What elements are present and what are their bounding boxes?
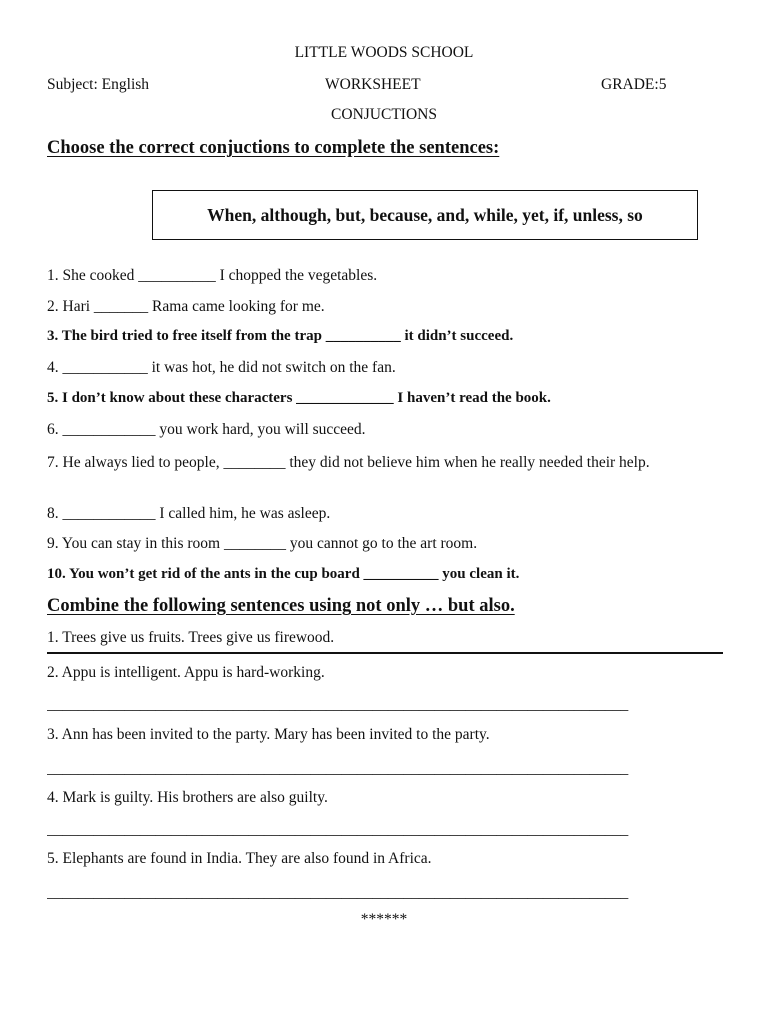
question-10: 10. You won’t get rid of the ants in the cup board __________ you clean it.	[47, 566, 520, 582]
grade-label: GRADE:5	[601, 76, 667, 93]
question-7: 7. He always lied to people, ________ they did not believe him when he really needed their help.	[47, 454, 650, 471]
answer-rule-1	[47, 652, 723, 654]
answer-line-4: ___________________________________________________________________________	[47, 821, 629, 838]
answer-line-5: ___________________________________________________________________________	[47, 884, 629, 901]
combine-question-1: 1. Trees give us fruits. Trees give us firewood.	[47, 629, 335, 646]
section1-heading: Choose the correct conjuctions to complete the sentences:	[47, 138, 500, 158]
question-4: 4. ___________ it was hot, he did not switch on the fan.	[47, 359, 396, 376]
answer-line-3: ___________________________________________________________________________	[47, 760, 629, 777]
combine-question-2: 2. Appu is intelligent. Appu is hard-working.	[47, 664, 325, 681]
question-1: 1. She cooked __________ I chopped the vegetables.	[47, 267, 378, 284]
worksheet-label: WORKSHEET	[325, 76, 421, 93]
question-6: 6. ____________ you work hard, you will succeed.	[47, 421, 366, 438]
question-2: 2. Hari _______ Rama came looking for me.	[47, 298, 325, 315]
subject-label: Subject: English	[47, 76, 150, 93]
word-bank-box	[152, 190, 698, 240]
question-8: 8. ____________ I called him, he was asleep.	[47, 505, 331, 522]
combine-question-5: 5. Elephants are found in India. They are also found in Africa.	[47, 850, 432, 867]
question-3: 3. The bird tried to free itself from the trap __________ it didn’t succeed.	[47, 328, 514, 344]
topic-title: CONJUCTIONS	[331, 106, 437, 123]
combine-question-3: 3. Ann has been invited to the party. Mary has been invited to the party.	[47, 726, 490, 743]
end-stars: ******	[360, 911, 408, 928]
answer-line-2: ___________________________________________________________________________	[47, 696, 629, 713]
question-5: 5. I don’t know about these characters _____________ I haven’t read the book.	[47, 390, 551, 406]
section2-heading: Combine the following sentences using not only … but also.	[47, 596, 515, 616]
word-bank-text: When, although, but, because, and, while, yet, if, unless, so	[207, 204, 643, 225]
question-9: 9. You can stay in this room ________ you cannot go to the art room.	[47, 535, 478, 552]
combine-question-4: 4. Mark is guilty. His brothers are also guilty.	[47, 789, 328, 806]
school-name: LITTLE WOODS SCHOOL	[294, 44, 474, 61]
